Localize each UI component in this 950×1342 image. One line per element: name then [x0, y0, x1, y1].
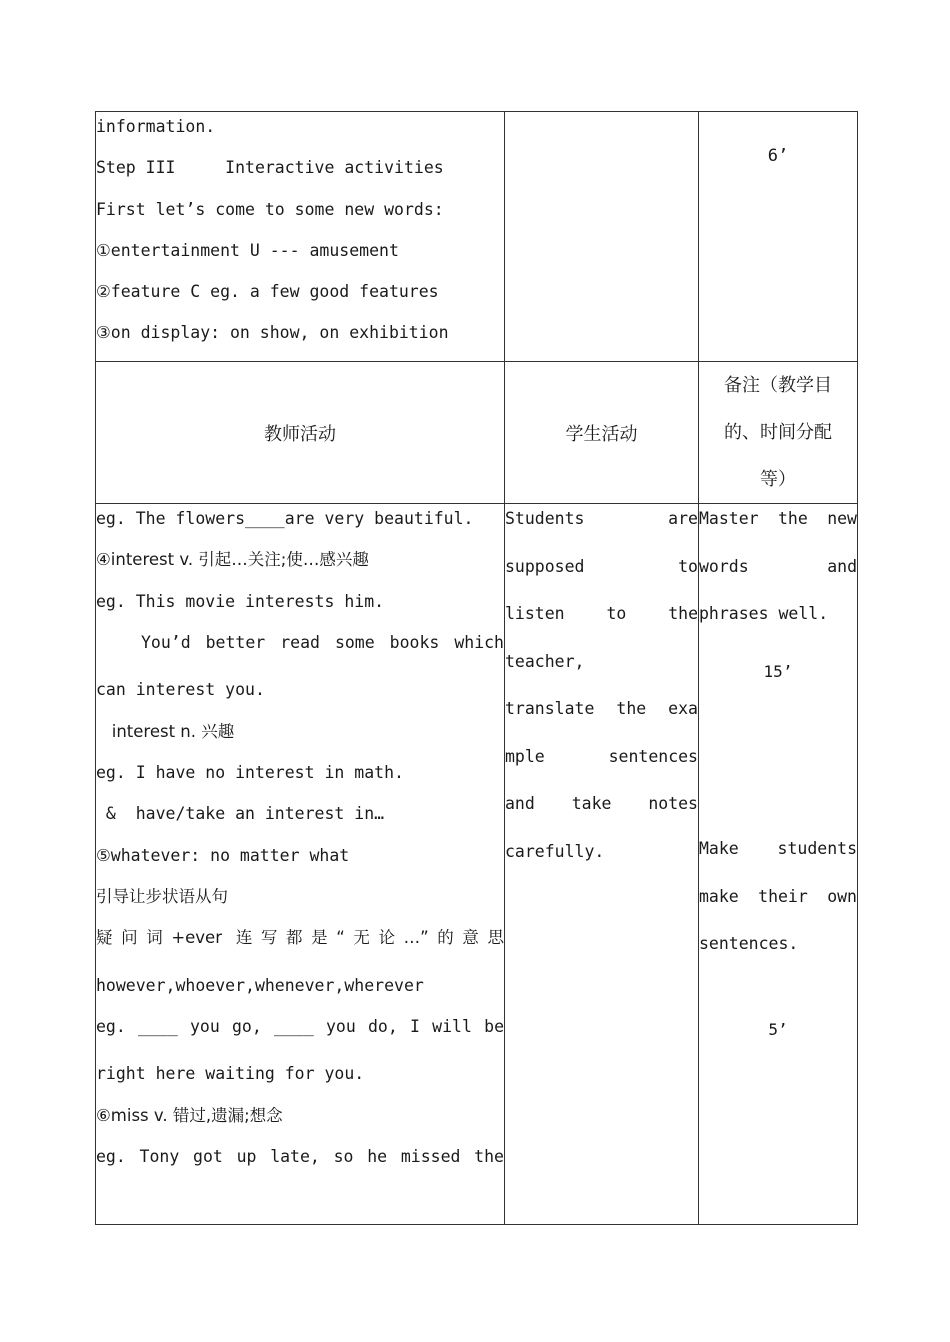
text-line: listen to the [505, 604, 698, 623]
text-line: Step III Interactive activities [96, 158, 444, 178]
text-line: translate the exa [505, 699, 698, 718]
text-line: Students are [505, 509, 698, 528]
text-line: interest n. 兴趣 [96, 721, 235, 741]
text-line: words and [699, 556, 857, 576]
text-line: 疑问词+ever 连写都是“无论…”的意思 [96, 928, 504, 948]
spacer [699, 704, 857, 834]
text-line: First let’s come to some new words: [96, 199, 444, 219]
notes-cell [699, 504, 858, 1225]
text-line: right here waiting for you. [96, 1064, 365, 1084]
header-notes-line: 的、时间分配 [724, 422, 832, 443]
text-line: carefully. [505, 841, 605, 861]
student-activity-cell [505, 504, 699, 1225]
text-line: 引导让步状语从句 [96, 886, 228, 906]
text-line: eg. ____ you go, ____ you do, I will be [96, 1016, 504, 1036]
text-line: eg. Tony got up late, so he missed the [96, 1147, 504, 1167]
text-line: Master the new [699, 509, 857, 528]
text-line: teacher, [505, 651, 585, 671]
text-line: Make students [699, 839, 857, 858]
spacer [699, 977, 857, 1015]
text-line: phrases well. [699, 604, 829, 623]
lesson-plan-table [95, 111, 858, 1225]
text-line: ⑥miss v. 错过,遗漏;想念 [96, 1105, 283, 1125]
text-line: make their own [699, 886, 857, 906]
table-row-main [96, 504, 858, 1225]
header-teacher-activity: 教师活动 [96, 362, 505, 504]
text-line: supposed to [505, 556, 698, 576]
time-allocation: 6’ [767, 146, 789, 166]
text-line: mple sentences [505, 746, 698, 766]
text-line: eg. I have no interest in math. [96, 762, 404, 782]
header-notes-line: 等） [760, 469, 796, 490]
text-line: however,whoever,whenever,wherever [96, 975, 424, 995]
teacher-activity-cell-top [96, 112, 505, 362]
time-allocation: 15’ [763, 661, 793, 681]
student-activity-cell-top [505, 112, 699, 362]
text-line: ③on display: on show, on exhibition [96, 323, 449, 343]
time-allocation: 5’ [768, 1019, 788, 1039]
text-line: information. [96, 117, 216, 136]
text-line: eg. The flowers____are very beautiful. [96, 509, 474, 528]
text-line: & have/take an interest in… [96, 804, 385, 824]
text-line: and take notes [505, 794, 698, 813]
header-student-activity: 学生活动 [505, 362, 699, 504]
text-line: ①entertainment U --- amusement [96, 240, 399, 260]
header-notes [699, 362, 858, 504]
teacher-activity-cell [96, 504, 505, 1225]
text-line: can interest you. [96, 680, 265, 700]
text-line: ⑤whatever: no matter what [96, 845, 350, 865]
header-notes-line: 备注（教学目 [724, 375, 832, 396]
text-line: You’d better read some books which [96, 632, 504, 652]
notes-cell-top [699, 112, 858, 362]
text-line: eg. This movie interests him. [96, 591, 385, 611]
table-header-row [96, 362, 858, 504]
text-line: sentences. [699, 934, 799, 953]
text-line: ②feature C eg. a few good features [96, 282, 439, 302]
table-row-intro [96, 112, 858, 362]
text-line: ④interest v. 引起…关注;使…感兴趣 [96, 550, 369, 570]
